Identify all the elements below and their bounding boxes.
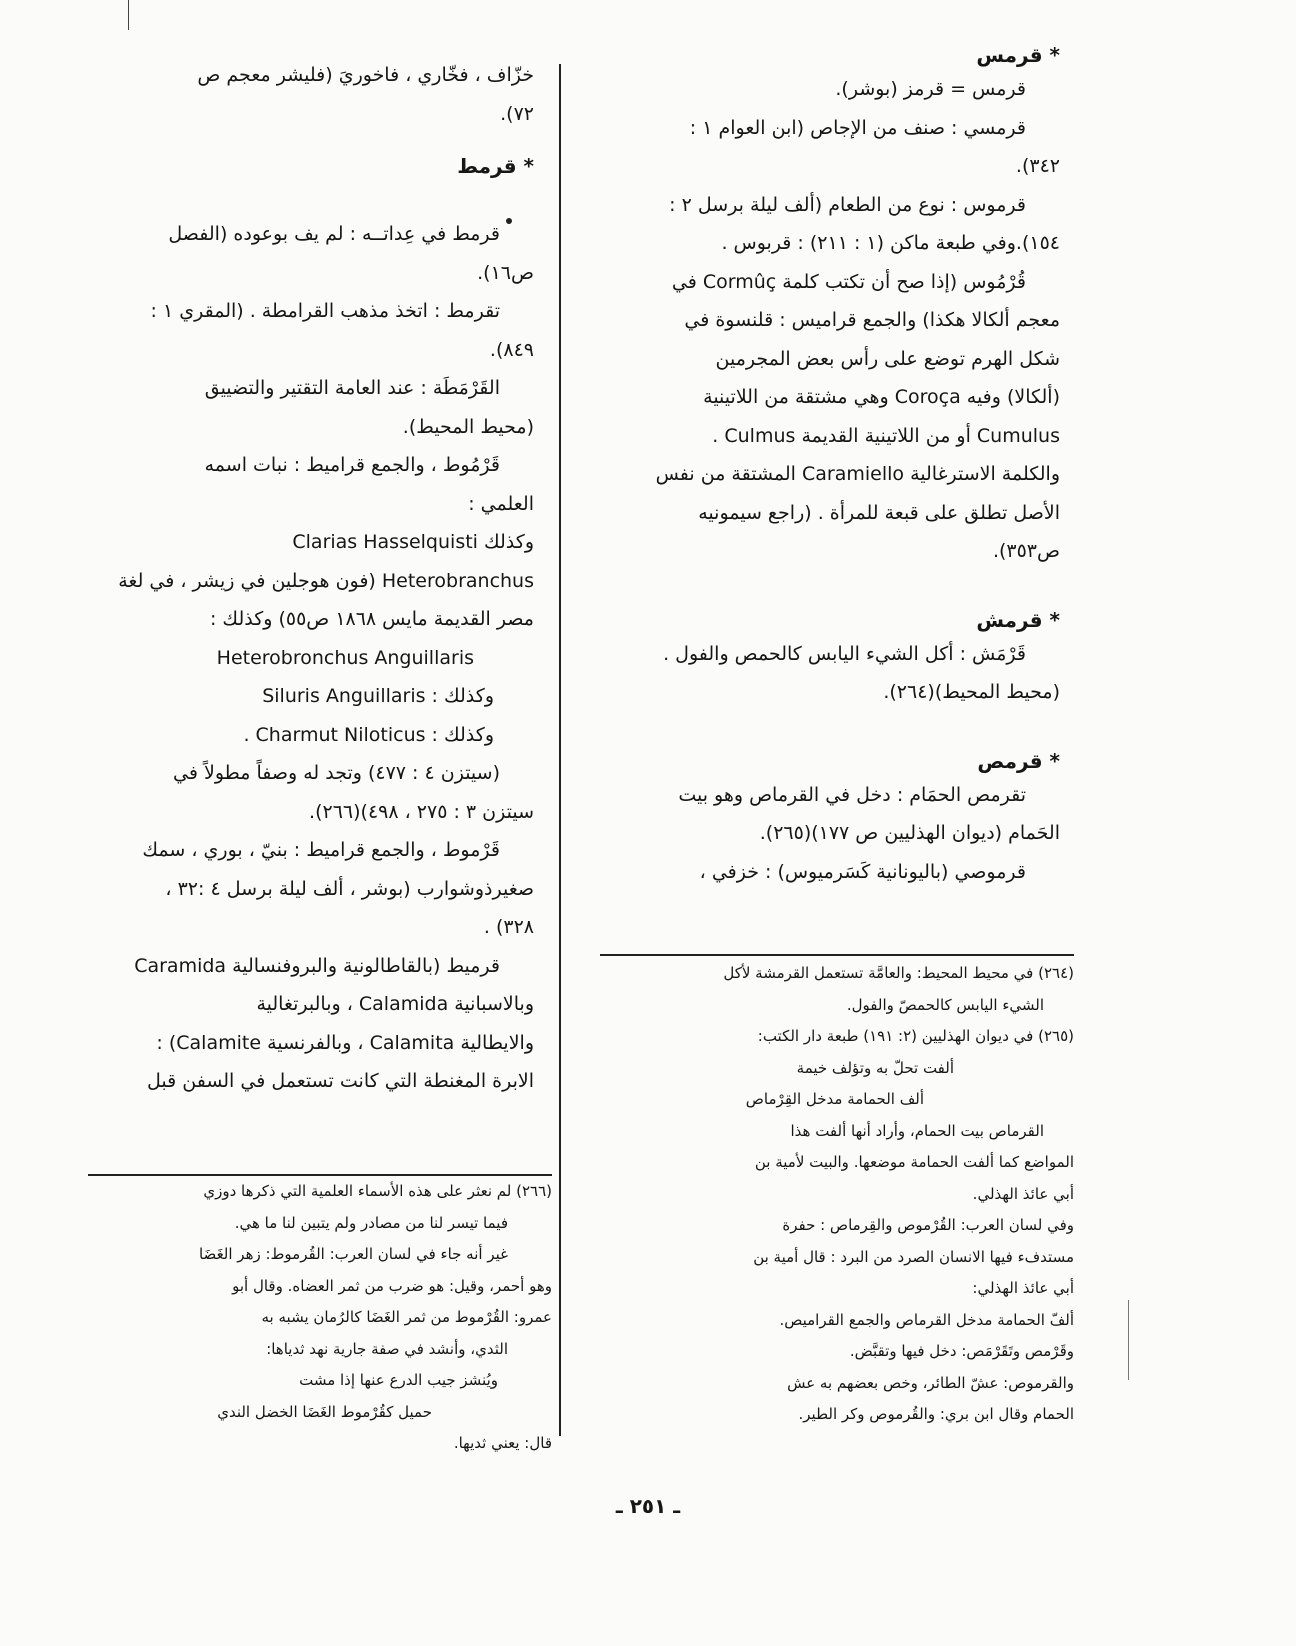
entry-qrmt [88, 151, 534, 1101]
entry-line: صغيرذوشوارب (بوشر ، ألف ليلة برسل ٤ :٣٢ ، [165, 877, 534, 900]
footnote-line: ألفّ الحمامة مدخل القرماص والجمع القراميص. [779, 1310, 1074, 1329]
entry-line: قَرْمُوط ، والجمع قراميط : نبات اسمه [204, 454, 500, 476]
entry-line: قَرْموط ، والجمع قراميط : بنيّ ، بوري ، سمك [142, 839, 500, 861]
entry-line: (سيتزن ٤ : ٤٧٧) وتجد له وصفاً مطولاً في [173, 762, 500, 784]
entry-line: قَرْمَش : أكل الشيء اليابس كالحمص والفول . [663, 642, 1026, 665]
footnote-line: الشيء اليابس كالحمصّ والفول. [846, 995, 1044, 1014]
entry-line: ٨٤٩). [489, 338, 534, 361]
footnote-line: الحمام وقال ابن بري: والقُرموص وكر الطير. [798, 1405, 1074, 1423]
scan-artifact-top [128, 0, 129, 30]
footnote-verse: حميل كقُرْموط الغَضَا الخضل الندي [217, 1402, 432, 1421]
page-number: ـ ٢٥١ ـ [615, 1494, 681, 1518]
footnote-line: (٢٦٥) في ديوان الهذليين (٢: ١٩١) طبعة دار الكتب: [757, 1027, 1074, 1045]
entry-qrms2 [600, 746, 1060, 892]
footnote-line: الثدي، وأنشد في صفة جارية نهد ثدياها: [266, 1339, 508, 1358]
entry-line: قرمسي : صنف من الإجاص (ابن العوام ١ : [689, 116, 1026, 139]
entry-line: القَرْمَطَة : عند العامة التقتير والتضييق [204, 377, 500, 399]
continued-line: خزّاف ، فخّاري ، فاخوريَ (فليشر معجم ص [197, 64, 534, 86]
entry-line: قرموصي (باليونانية كَسَرميوس) : خزفي ، [699, 860, 1026, 883]
left-column [88, 56, 534, 1101]
entry-line: مصر القديمة مايس ١٨٦٨ ص٥٥) وكذلك : [209, 608, 534, 630]
entry-line: وبالاسبانية Calamida ، وبالبرتغالية [256, 993, 534, 1015]
entry-line: معجم ألكالا هكذا) والجمع قراميس : قلنسوة في [684, 309, 1060, 331]
entry-line: شكل الهرم توضع على رأس بعض المجرمين [715, 347, 1060, 370]
footnote-verse: ألف الحمامة مدخل القِرْماص [745, 1090, 924, 1108]
entry-line: سيتزن ٣ : ٢٧٥ ، ٤٩٨)(٢٦٦). [309, 800, 534, 823]
entry-heading: * قرمص [977, 748, 1060, 773]
entry-heading: * قرمط [457, 154, 534, 178]
footnote-line: أبي عائذ الهذلي: [972, 1279, 1074, 1297]
column-divider [559, 64, 561, 1436]
entry-line: وكذلك Clarias Hasselquisti [292, 531, 534, 553]
entry-line: وكذلك : Charmut Niloticus . [243, 723, 494, 746]
left-footnotes [88, 1176, 552, 1460]
entry-line: ٣٢٨) . [483, 916, 534, 938]
entry-heading: * قرمش [976, 607, 1060, 632]
footnote-line: القرماص بيت الحمام، وأراد أنها ألفت هذا [790, 1121, 1044, 1140]
entry-line: (محيط المحيط)(٢٦٤). [883, 681, 1060, 703]
footnote-line: عمرو: القُرْموط من ثمر الغَضَا كالرُمان يشبه به [261, 1308, 552, 1326]
continued-line: ٧٢). [500, 102, 534, 125]
entry-line: وكذلك : Siluris Anguillaris [262, 685, 494, 707]
entry-line: قرموس : نوع من الطعام (ألف ليلة برسل ٢ : [669, 193, 1026, 216]
footnote-line: قال: يعني ثديها. [453, 1434, 552, 1452]
entry-line: تقرمص الحمَام : دخل في القرماص وهو بيت [678, 783, 1026, 806]
footnote-line: (٢٦٦) لم نعثر على هذه الأسماء العلمية التي ذكرها دوزي [203, 1182, 552, 1200]
entry-line: ٣٤٢). [1015, 155, 1060, 177]
footnote-separator-right [600, 954, 1074, 956]
footnote-line: فيما تيسر لنا من مصادر ولم يتبين لنا ما هي. [234, 1213, 508, 1232]
entry-line: Cumulus أو من اللاتينية القديمة Culmus . [712, 424, 1060, 447]
entry-line: قرمط في عِداتــه : لم يف بوعوده (الفصل [168, 223, 500, 245]
scan-artifact-right [1128, 1300, 1129, 1380]
entry-line: تقرمط : اتخذ مذهب القرامطة . (المقري ١ : [150, 300, 500, 322]
footnote-line: مستدفء فيها الانسان الصرد من البرد : قال أمية بن [753, 1247, 1074, 1266]
entry-line: الأصل تطلق على قبعة للمرأة . (راجع سيمونيه [698, 501, 1060, 524]
entry-line: ١٥٤).وفي طبعة ماكن (١ : ٢١١) : قربوس . [721, 232, 1060, 254]
footnote-line: وهو أحمر، وقيل: هو ضرب من ثمر العضاه. وقال أبو [232, 1276, 552, 1295]
footnote-line: أبي عائذ الهذلي. [972, 1184, 1074, 1203]
footnote-line: المواضع كما ألفت الحمامة موضعها. والبيت لأمية بن [754, 1153, 1074, 1171]
entry-line: العلمي : [468, 492, 534, 515]
entry-qrms [600, 40, 1060, 571]
right-footnotes [600, 958, 1074, 1431]
entry-line: والايطالية Calamita ، وبالفرنسية Calamite) : [156, 1031, 534, 1054]
entry-line: Heterobranchus (فون هوجلين في زيشر ، في لغة [118, 569, 534, 592]
right-column [600, 40, 1060, 891]
entry-line: قرمس = قرمز (بوشر). [835, 78, 1026, 100]
entry-line: Heterobronchus Anguillaris [216, 646, 474, 669]
footnote-line: (٢٦٤) في محيط المحيط: والعامَّة تستعمل القرمشة لأكل [723, 964, 1074, 982]
entry-line: الحَمام (ديوان الهذليين ص ١٧٧)(٢٦٥). [759, 822, 1060, 844]
entry-heading: * قرمس [976, 43, 1060, 67]
entry-line: والكلمة الاسترغالية Caramiello المشتقة من نفس [655, 463, 1060, 485]
entry-qrmsh [600, 605, 1060, 712]
footnote-line: وفي لسان العرب: القُرْموص والقِرماص : حفرة [782, 1216, 1074, 1234]
entry-line: قُرْمُوس (إذا صح أن تكتب كلمة Cormûç في [671, 270, 1026, 293]
entry-line: الابرة المغنطة التي كانت تستعمل في السفن قبل [147, 1070, 534, 1092]
footnote-verse: ألفت تحلّ به وتؤلف خيمة [796, 1058, 954, 1077]
footnote-line: والقرموص: عشّ الطائر، وخص بعضهم به عش [787, 1373, 1074, 1392]
footnote-line: وقَرْمص وتَقَرْمَص: دخل فيها وتقبَّض. [849, 1342, 1074, 1360]
entry-line: قرميط (بالقاطالونية والبروفنسالية Caramida [134, 954, 500, 977]
entry-line: ص١٦). [477, 261, 534, 284]
footnote-line: غير أنه جاء في لسان العرب: القُرموط: زهر الغَضَا [198, 1245, 508, 1263]
entry-line: ص٣٥٣). [992, 540, 1060, 562]
stray-dot [506, 218, 512, 224]
entry-line: (محيط المحيط). [402, 415, 534, 438]
entry-line: (ألكالا) وفيه Coroça وهي مشتقة من اللاتينية [703, 386, 1060, 408]
footnote-verse: ويُنشز جيب الدرع عنها إذا مشت [299, 1371, 498, 1389]
